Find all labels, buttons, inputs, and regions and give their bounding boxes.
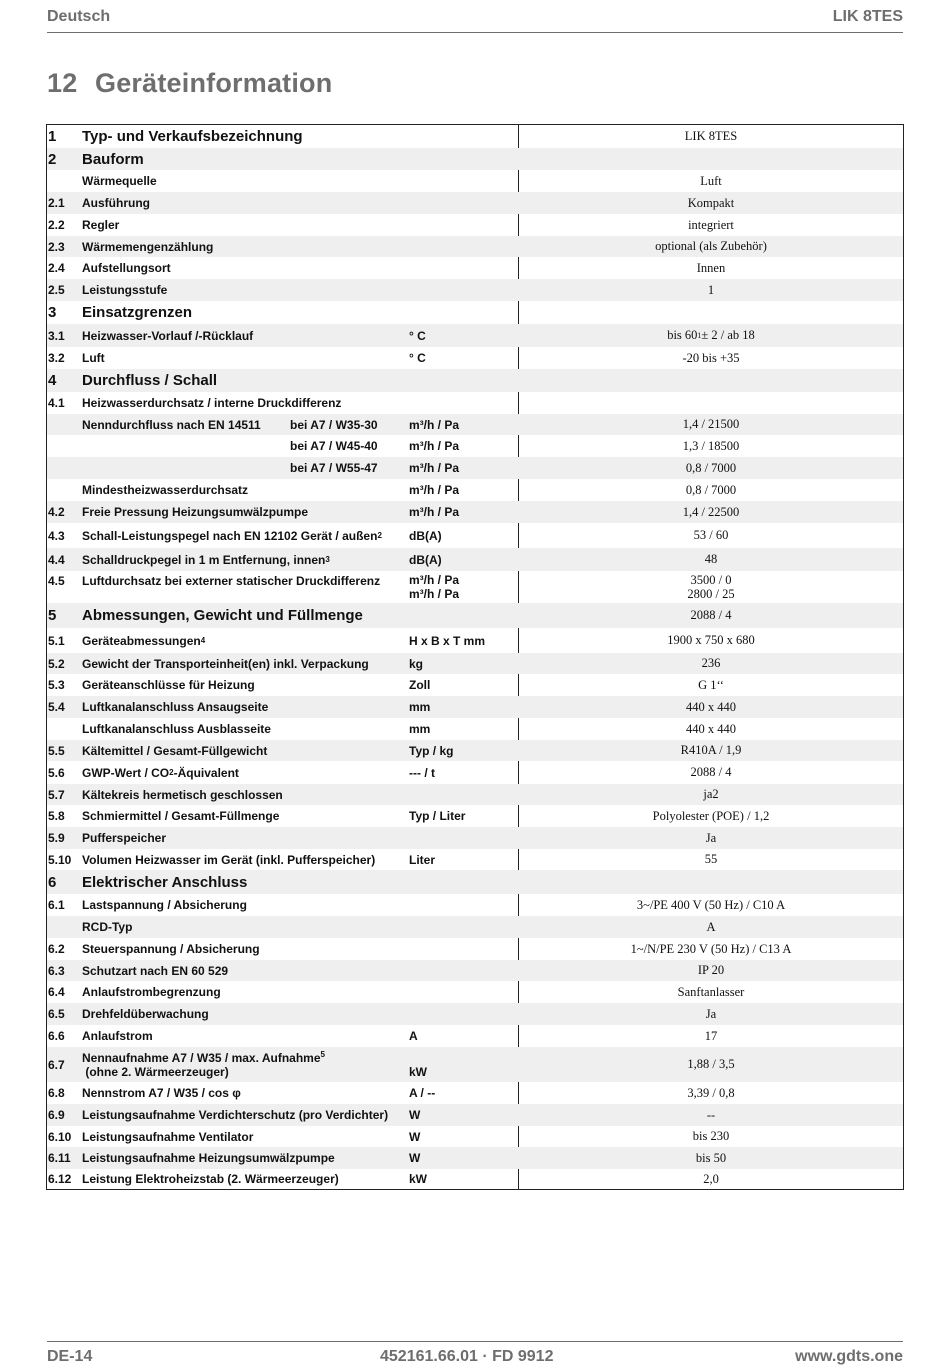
row-value: 53 / 60 [693, 528, 729, 542]
row-label: Gewicht der Transporteinheit(en) inkl. Verpackung [82, 656, 369, 671]
row-value: -20 bis +35 [682, 350, 740, 365]
row-unit: dB(A) [409, 552, 442, 567]
row-label: Nennaufnahme A7 / W35 / max. Aufnahme$^5$ (ohne 2. Wärmeerzeuger) [82, 1049, 325, 1079]
table-row [47, 369, 903, 392]
row-value: Polyolester (POE) / 1,2 [652, 808, 770, 823]
table-row [47, 1126, 903, 1147]
row-value: LIK 8TES [684, 129, 738, 143]
table-row [47, 1169, 903, 1189]
row-label: Luftkanalanschluss Ausblasseite [82, 722, 271, 736]
row-number: 4.4 [48, 552, 65, 567]
row-label: Drehfeldüberwachung [82, 1007, 209, 1021]
table-row [47, 674, 903, 696]
table-row [47, 257, 903, 279]
row-unit: m³/h / Pa [409, 439, 460, 453]
row-label: Luftdurchsatz bei externer statischer Druckdifferenz [82, 574, 381, 588]
row-number: 3.1 [48, 328, 65, 343]
row-number: 6.8 [48, 1086, 65, 1100]
row-label: Freie Pressung Heizungsumwälzpumpe [82, 505, 309, 519]
row-number: 5.5 [48, 743, 65, 758]
row-label: Leistungsaufnahme Ventilator [82, 1129, 254, 1144]
table-row [47, 523, 903, 548]
table-row [47, 981, 903, 1003]
row-unit: Liter [409, 852, 436, 867]
row-number: 6.2 [48, 942, 65, 956]
table-row [47, 849, 903, 870]
row-label: GWP-Wert / CO 2 -Äquivalent [82, 765, 239, 780]
table-row [47, 916, 903, 938]
row-value: 2088 / 4 [690, 608, 732, 622]
row-unit: W [409, 1151, 421, 1165]
row-value: A [706, 919, 716, 934]
row-unit: m³/h / Pa [409, 461, 460, 475]
page-title [47, 68, 332, 99]
table-row [47, 718, 903, 740]
row-label: Abmessungen, Gewicht und Füllmenge [82, 607, 363, 624]
row-value: Innen [696, 260, 726, 275]
row-label: Schutzart nach EN 60 529 [82, 963, 229, 978]
row-unit: H x B x T mm [409, 633, 486, 648]
table-row [47, 125, 903, 148]
row-number: 5 [48, 607, 57, 624]
row-value: bis 50 [695, 1150, 727, 1165]
row-label: Wärmemengenzählung [82, 239, 214, 254]
row-number: 5.4 [48, 700, 65, 714]
row-number: 4 [48, 372, 57, 389]
row-label: Volumen Heizwasser im Gerät (inkl. Pufferspeicher) [82, 852, 376, 867]
table-row [47, 740, 903, 761]
row-label: Durchfluss / Schall [82, 372, 218, 389]
row-value: 3500 / 0 2800 / 25 [687, 573, 735, 601]
table-row [47, 960, 903, 981]
table-row [47, 653, 903, 674]
row-number: 2 [48, 150, 57, 168]
row-value: bis 230 [692, 1129, 730, 1143]
row-number: 4.1 [48, 396, 65, 410]
row-label: Schall-Leistungspegel nach EN 12102 Gerät / außen 2 [82, 528, 382, 543]
row-unit: mm [409, 700, 431, 714]
row-number: 5.6 [48, 765, 65, 780]
row-number: 1 [48, 128, 57, 145]
row-value: Kompakt [687, 195, 735, 210]
row-value: integriert [688, 217, 734, 232]
row-number: 2.3 [48, 239, 65, 254]
row-label: Schalldruckpegel in 1 m Entfernung, innen 3 [82, 552, 330, 567]
footer-document-number: 452161.66.01 · FD 9912 [380, 1348, 554, 1365]
row-value: 2088 / 4 [690, 765, 732, 779]
table-row [47, 548, 903, 571]
row-label: Leistungsaufnahme Verdichterschutz (pro Verdichter) [82, 1108, 389, 1122]
row-number: 3 [48, 304, 57, 321]
table-row [47, 479, 903, 501]
row-number: 6.1 [48, 898, 65, 912]
row-value: 1 [707, 282, 715, 297]
row-label: Anlaufstrombegrenzung [82, 985, 221, 999]
row-unit: W [409, 1129, 421, 1144]
row-label: Steuerspannung / Absicherung [82, 942, 260, 956]
row-number: 6.4 [48, 985, 65, 999]
row-unit: ° C [409, 351, 426, 365]
row-label: Bauform [82, 150, 144, 168]
row-label: Nenndurchfluss nach EN 14511 [82, 417, 261, 432]
row-value: Sanftanlasser [677, 984, 745, 999]
page-header [47, 6, 903, 33]
table-row [47, 347, 903, 369]
row-value: 1900 x 750 x 680 [667, 633, 755, 647]
row-number: 5.3 [48, 678, 65, 692]
table-row [47, 414, 903, 435]
table-row [47, 894, 903, 916]
row-unit: kW [409, 1172, 427, 1186]
row-value: 0,8 / 7000 [685, 460, 737, 475]
row-value: 2,0 [703, 1171, 719, 1186]
row-value: 17 [704, 1028, 718, 1043]
row-value: 1,4 / 21500 [682, 417, 740, 431]
row-number: 2.1 [48, 196, 65, 210]
row-label: Luft [82, 351, 105, 365]
row-label: Aufstellungsort [82, 261, 171, 275]
section-title: Geräteinformation [95, 68, 333, 98]
footer-website: www.gdts.one [795, 1348, 903, 1365]
row-number: 5.9 [48, 831, 65, 845]
row-number: 5.10 [48, 852, 72, 867]
table-row [47, 784, 903, 805]
table-row [47, 938, 903, 960]
row-number: 6 [48, 873, 57, 891]
row-unit: mm [409, 722, 431, 736]
table-row [47, 1147, 903, 1169]
table-row [47, 1047, 903, 1082]
header-model: LIK 8TES [832, 8, 903, 25]
row-label: Nennstrom A7 / W35 / cos φ [82, 1086, 241, 1100]
row-value: Luft [700, 173, 722, 188]
table-row [47, 170, 903, 192]
header-language: Deutsch [47, 8, 111, 25]
page-footer [47, 1341, 903, 1370]
row-number: 5.2 [48, 656, 65, 671]
row-value: Ja [705, 1006, 717, 1021]
footnote-ref: 5 [320, 1049, 325, 1059]
footer-page-number: DE-14 [47, 1348, 93, 1365]
row-value: 440 x 440 [686, 699, 736, 714]
table-row [47, 1025, 903, 1047]
table-row [47, 603, 903, 628]
row-number: 5.1 [48, 633, 65, 648]
row-label: Typ- und Verkaufsbezeichnung [82, 128, 303, 145]
row-number: 6.7 [48, 1057, 65, 1072]
row-label: Elektrischer Anschluss [82, 873, 248, 891]
table-row [47, 571, 903, 603]
row-value: 0,8 / 7000 [685, 482, 737, 497]
row-value: 3~/PE 400 V (50 Hz) / C10 A [636, 897, 786, 912]
row-number: 4.3 [48, 528, 65, 543]
row-label: Lastspannung / Absicherung [82, 898, 247, 912]
row-label: Luftkanalanschluss Ansaugseite [82, 700, 269, 714]
row-unit: kW [409, 1065, 427, 1079]
row-label: Leistungsaufnahme Heizungsumwälzpumpe [82, 1151, 335, 1165]
row-unit: W [409, 1108, 421, 1122]
row-label: Wärmequelle [82, 174, 157, 188]
device-info-table [46, 124, 904, 1190]
row-label: Leistung Elektroheizstab (2. Wärmeerzeuger) [82, 1172, 339, 1186]
row-value: bis 60 1 ± 2 / ab 18 [667, 328, 755, 342]
row-label: Heizwasserdurchsatz / interne Druckdifferenz [82, 396, 342, 410]
row-value: Ja [705, 830, 717, 845]
row-label: Pufferspeicher [82, 831, 167, 845]
row-number: 6.10 [48, 1129, 72, 1144]
row-value: -- [706, 1107, 716, 1122]
row-number: 2.5 [48, 283, 65, 297]
row-unit: --- / t [409, 765, 435, 780]
table-row [47, 870, 903, 894]
table-row [47, 628, 903, 653]
row-number: 6.12 [48, 1172, 72, 1186]
row-number: 6.11 [48, 1151, 71, 1165]
table-row [47, 696, 903, 718]
row-label: RCD-Typ [82, 920, 133, 934]
row-unit: ° C [409, 328, 426, 343]
row-number: 2.2 [48, 218, 65, 232]
table-row [47, 192, 903, 214]
row-value: 1,4 / 22500 [682, 504, 740, 519]
row-unit: m³/h / Pa m³/h / Pa [409, 573, 460, 601]
row-unit: dB(A) [409, 528, 442, 543]
row-value: ja2 [703, 787, 719, 801]
row-value: 236 [701, 656, 721, 670]
row-number: 4.5 [48, 574, 65, 588]
row-unit: Zoll [409, 678, 431, 692]
row-unit: A [409, 1029, 418, 1043]
row-unit: m³/h / Pa [409, 483, 460, 497]
row-label: Anlaufstrom [82, 1029, 153, 1043]
table-row [47, 279, 903, 301]
table-row [47, 392, 903, 414]
row-unit: m³/h / Pa [409, 417, 460, 432]
row-value: 55 [704, 852, 718, 866]
row-number: 6.3 [48, 963, 65, 978]
row-number: 5.7 [48, 787, 65, 802]
row-unit: A / -- [409, 1086, 436, 1100]
table-row [47, 1082, 903, 1104]
row-label: Einsatzgrenzen [82, 304, 193, 321]
row-number: 2.4 [48, 261, 65, 275]
row-label: Mindestheizwasserdurchsatz [82, 483, 249, 497]
row-value: 48 [704, 552, 718, 566]
row-value: 3,39 / 0,8 [687, 1085, 735, 1100]
table-row [47, 301, 903, 324]
row-label: Geräteanschlüsse für Heizung [82, 678, 255, 692]
row-label: Ausführung [82, 196, 150, 210]
row-number: 3.2 [48, 351, 65, 365]
table-row [47, 1104, 903, 1126]
row-unit: kg [409, 656, 424, 671]
table-row [47, 435, 903, 457]
table-row [47, 457, 903, 479]
row-unit: m³/h / Pa [409, 505, 460, 519]
row-label: Leistungsstufe [82, 283, 168, 297]
row-label: Heizwasser-Vorlauf /-Rücklauf [82, 328, 254, 343]
row-label: Schmiermittel / Gesamt-Füllmenge [82, 809, 280, 823]
row-label: Regler [82, 218, 120, 232]
row-unit: Typ / kg [409, 743, 454, 758]
row-label: Kältemittel / Gesamt-Füllgewicht [82, 743, 268, 758]
row-value: G 1‘‘ [698, 677, 724, 692]
row-value: 440 x 440 [686, 721, 736, 736]
table-row [47, 214, 903, 236]
row-value: IP 20 [697, 963, 725, 977]
table-row [47, 827, 903, 849]
row-value: 1,88 / 3,5 [687, 1057, 735, 1071]
section-number: 12 [47, 68, 78, 98]
row-number: 6.6 [48, 1029, 65, 1043]
row-value: optional (als Zubehör) [655, 239, 767, 253]
row-condition: bei A7 / W55-47 [290, 461, 378, 475]
row-number: 4.2 [48, 505, 65, 519]
table-row [47, 148, 903, 170]
row-number: 5.8 [48, 809, 65, 823]
table-row [47, 324, 903, 347]
table-row [47, 501, 903, 523]
row-number: 6.5 [48, 1007, 65, 1021]
row-label: Kältekreis hermetisch geschlossen [82, 787, 283, 802]
row-number: 6.9 [48, 1108, 65, 1122]
row-value: 1~/N/PE 230 V (50 Hz) / C13 A [630, 941, 792, 956]
row-condition: bei A7 / W35-30 [290, 417, 378, 432]
row-value: R410A / 1,9 [680, 743, 742, 757]
table-row [47, 761, 903, 784]
row-value: 1,3 / 18500 [682, 438, 740, 453]
row-condition: bei A7 / W45-40 [290, 439, 378, 453]
row-label: Geräteabmessungen 4 [82, 633, 206, 648]
row-unit: Typ / Liter [409, 809, 466, 823]
table-row [47, 236, 903, 257]
table-row [47, 805, 903, 827]
table-row [47, 1003, 903, 1025]
